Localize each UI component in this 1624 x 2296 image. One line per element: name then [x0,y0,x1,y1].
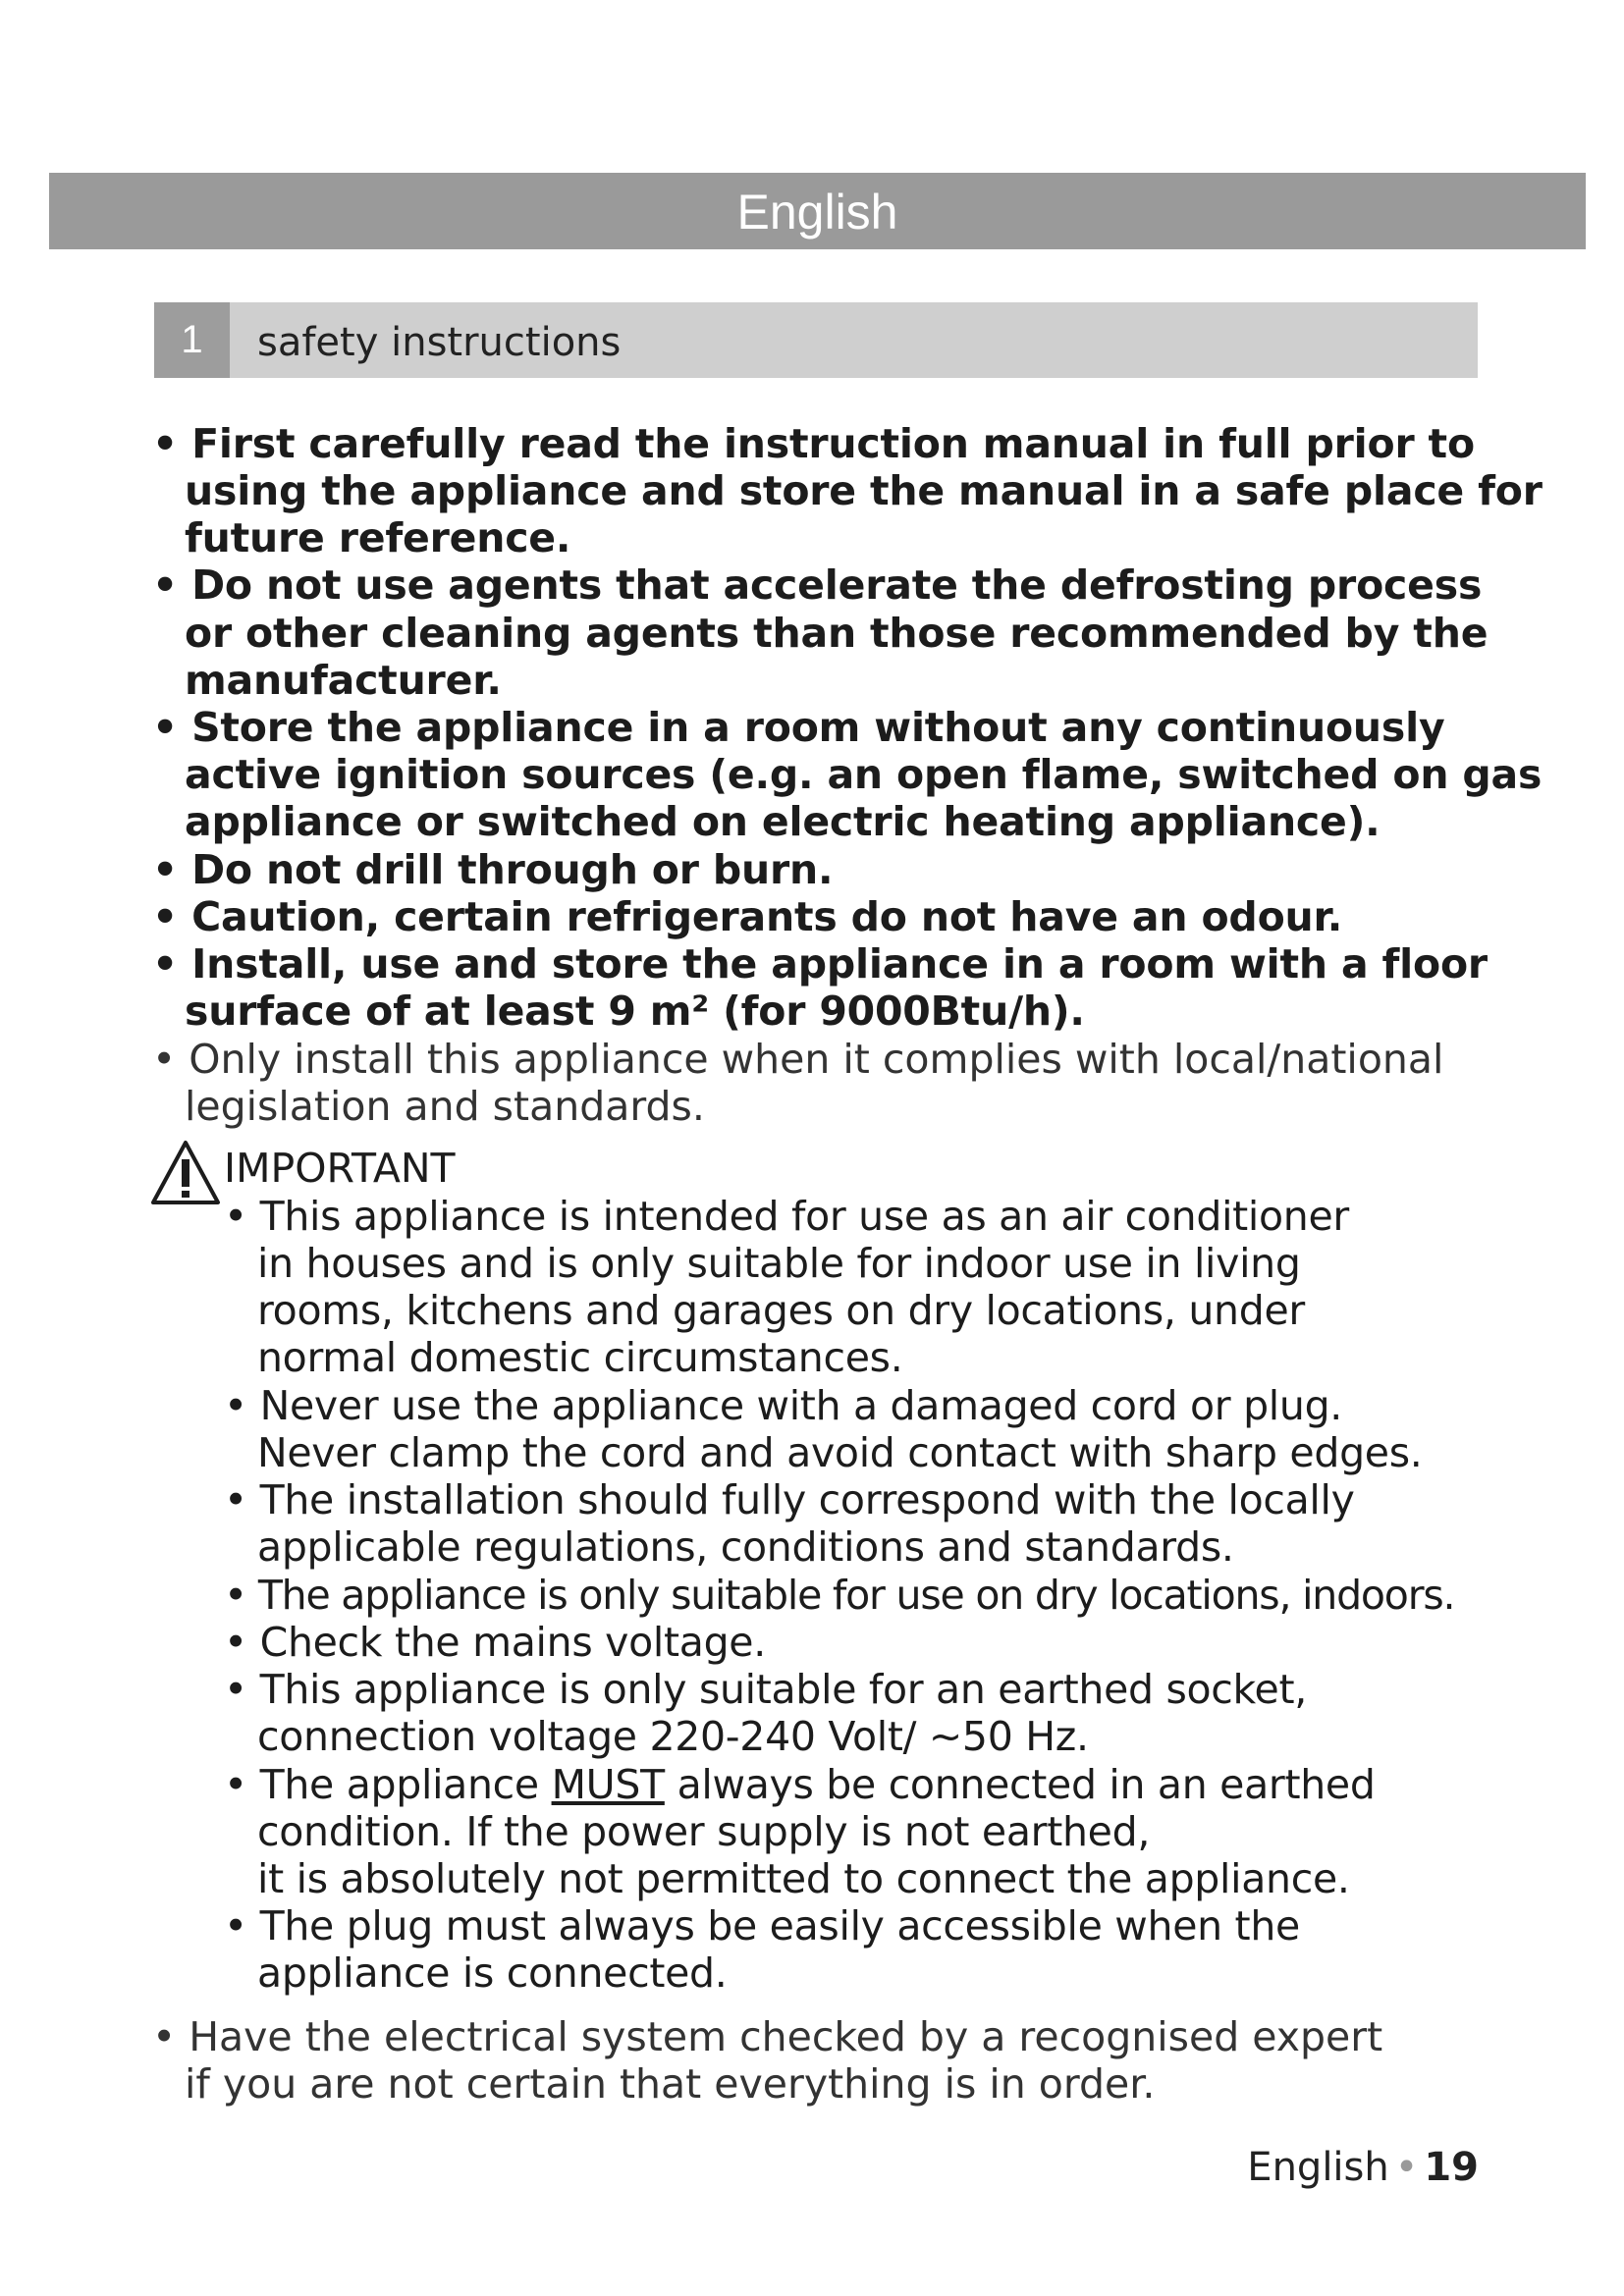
bullet-line: • Caution, certain refrigerants do not have an odour. [152,893,1343,940]
important-line: • The appliance is only suitable for use on dry locations, indoors. [224,1572,1455,1619]
language-header [49,173,1586,249]
bullet-line: • Install, use and store the appliance in a room with a floor [152,940,1488,988]
important-line: condition. If the power supply is not earthed, [257,1808,1151,1855]
section-title: safety instructions [257,320,622,365]
bullet-line: • Only install this appliance when it complies with local/national [152,1036,1444,1083]
important-line: applicable regulations, conditions and standards. [257,1523,1234,1571]
bullet-line: using the appliance and store the manual in a safe place for [185,467,1543,514]
warning-triangle-icon [150,1140,221,1206]
important-line: in houses and is only suitable for indoor use in living [257,1240,1301,1287]
important-line: • This appliance is only suitable for an earthed socket, [224,1666,1307,1713]
important-line: it is absolutely not permitted to connect the appliance. [257,1855,1350,1902]
footer-separator: • [1394,2145,1419,2190]
must-prefix: • The appliance [224,1761,552,1808]
must-emphasis: MUST [551,1761,665,1808]
bullet-line: future reference. [185,514,571,561]
important-line: appliance is connected. [257,1949,728,1997]
language-header-text: English [736,185,898,240]
bullet-line: • Store the appliance in a room without any continuously [152,704,1445,751]
must-suffix: always be connected in an earthed [664,1761,1376,1808]
section-heading-bar [154,302,1478,378]
footer-language: English [1247,2145,1389,2190]
important-line: • Never use the appliance with a damaged cord or plug. [224,1382,1343,1429]
important-line: • This appliance is intended for use as an air conditioner [224,1193,1349,1240]
bullet-line: surface of at least 9 m² (for 9000Btu/h). [185,988,1085,1035]
page-number: 19 [1424,2145,1479,2190]
bullet-line: or other cleaning agents than those recommended by the [185,610,1489,657]
bullet-line: • Have the electrical system checked by a recognised expert [152,2013,1383,2060]
important-line: normal domestic circumstances. [257,1334,903,1381]
important-line: • The installation should fully correspond with the locally [224,1476,1355,1523]
bullet-line: manufacturer. [185,657,502,704]
bullet-line: active ignition sources (e.g. an open flame, switched on gas [185,751,1543,798]
important-line: • Check the mains voltage. [224,1619,766,1666]
important-label: IMPORTANT [224,1145,456,1192]
bullet-line: • First carefully read the instruction manual in full prior to [152,420,1475,467]
important-line: connection voltage 220-240 Volt/ ~50 Hz. [257,1713,1089,1760]
important-line: Never clamp the cord and avoid contact with sharp edges. [257,1429,1423,1476]
bullet-line: legislation and standards. [185,1083,705,1130]
bullet-line: • Do not drill through or burn. [152,846,834,893]
bullet-line: • Do not use agents that accelerate the defrosting process [152,561,1483,609]
page-footer [1247,2145,1479,2190]
important-line-must [224,1761,1376,1808]
important-line: rooms, kitchens and garages on dry locations, under [257,1287,1305,1334]
bullet-line: if you are not certain that everything is in order. [185,2060,1156,2108]
bullet-line: appliance or switched on electric heating appliance). [185,798,1380,845]
section-number: 1 [154,302,230,378]
important-line: • The plug must always be easily accessible when the [224,1902,1300,1949]
